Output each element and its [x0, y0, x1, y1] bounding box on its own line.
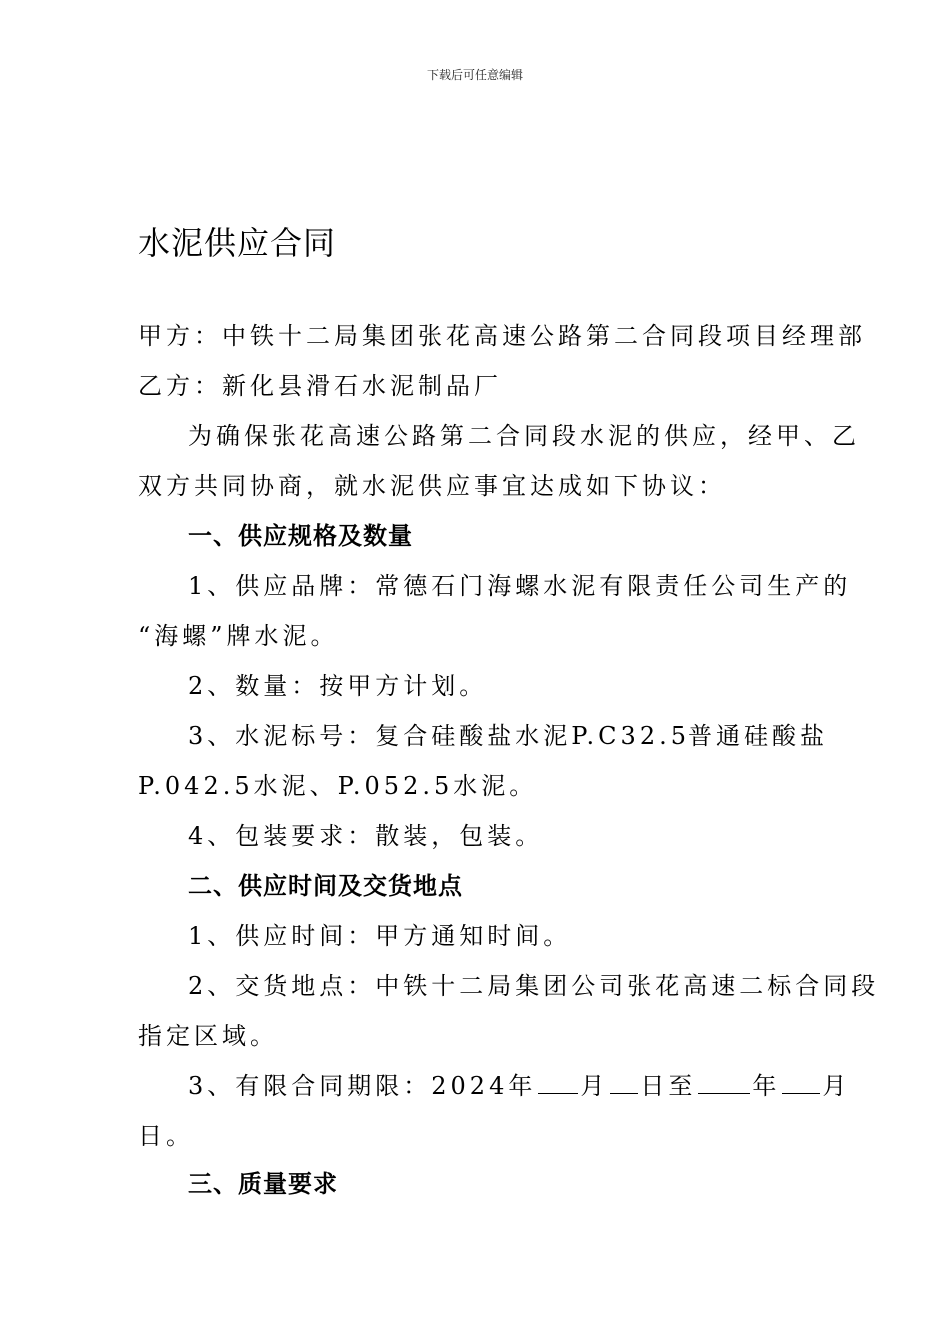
- term-month2: 月: [822, 1072, 851, 1100]
- term-day-to: 日至: [640, 1072, 697, 1100]
- item-2-2-line-1: 2、交货地点：中铁十二局集团公司张花高速二标合同段: [188, 972, 880, 1000]
- item-1-3-line-1: 3、水泥标号：复合硅酸盐水泥P.C32.5: [188, 722, 690, 750]
- party-a: 甲方：中铁十二局集团张花高速公路第二合同段项目经理部: [138, 322, 866, 350]
- item-2-3-line-1: [188, 1070, 850, 1102]
- term-year: 年: [752, 1072, 781, 1100]
- year-blank: [698, 1071, 750, 1094]
- month2-blank: [782, 1071, 820, 1094]
- item-1-1-line-1: 1、供应品牌：常德石门海螺水泥有限责任公司生产的: [188, 572, 852, 600]
- item-1-2: 2、数量：按甲方计划。: [188, 672, 488, 700]
- intro-line-1: 为确保张花高速公路第二合同段水泥的供应，经甲、乙: [188, 422, 860, 450]
- item-1-3-line-2: P.042.5水泥、P.052.5水泥。: [138, 772, 538, 800]
- header-note: 下载后可任意编辑: [426, 68, 523, 82]
- party-b: 乙方：新化县滑石水泥制品厂: [138, 372, 502, 400]
- day-blank: [610, 1071, 638, 1094]
- section-2-heading: 二、供应时间及交货地点: [188, 872, 463, 900]
- item-1-3-line-1-right: 普通硅酸盐: [688, 722, 828, 750]
- item-2-3-line-2: 日。: [138, 1122, 194, 1150]
- item-2-1: 1、供应时间：甲方通知时间。: [188, 922, 572, 950]
- item-1-1-line-2: “海螺”牌水泥。: [138, 622, 339, 650]
- term-month: 月: [580, 1072, 609, 1100]
- item-2-2-line-2: 指定区域。: [138, 1022, 278, 1050]
- document-title: 水泥供应合同: [138, 224, 337, 262]
- item-1-4: 4、包装要求：散装，包装。: [188, 822, 544, 850]
- intro-line-2: 双方共同协商，就水泥供应事宜达成如下协议：: [138, 472, 726, 500]
- section-1-heading: 一、供应规格及数量: [188, 522, 413, 550]
- section-3-heading: 三、质量要求: [188, 1170, 338, 1198]
- month-blank: [538, 1071, 578, 1094]
- term-prefix: 3、有限合同期限：2024年: [188, 1072, 537, 1100]
